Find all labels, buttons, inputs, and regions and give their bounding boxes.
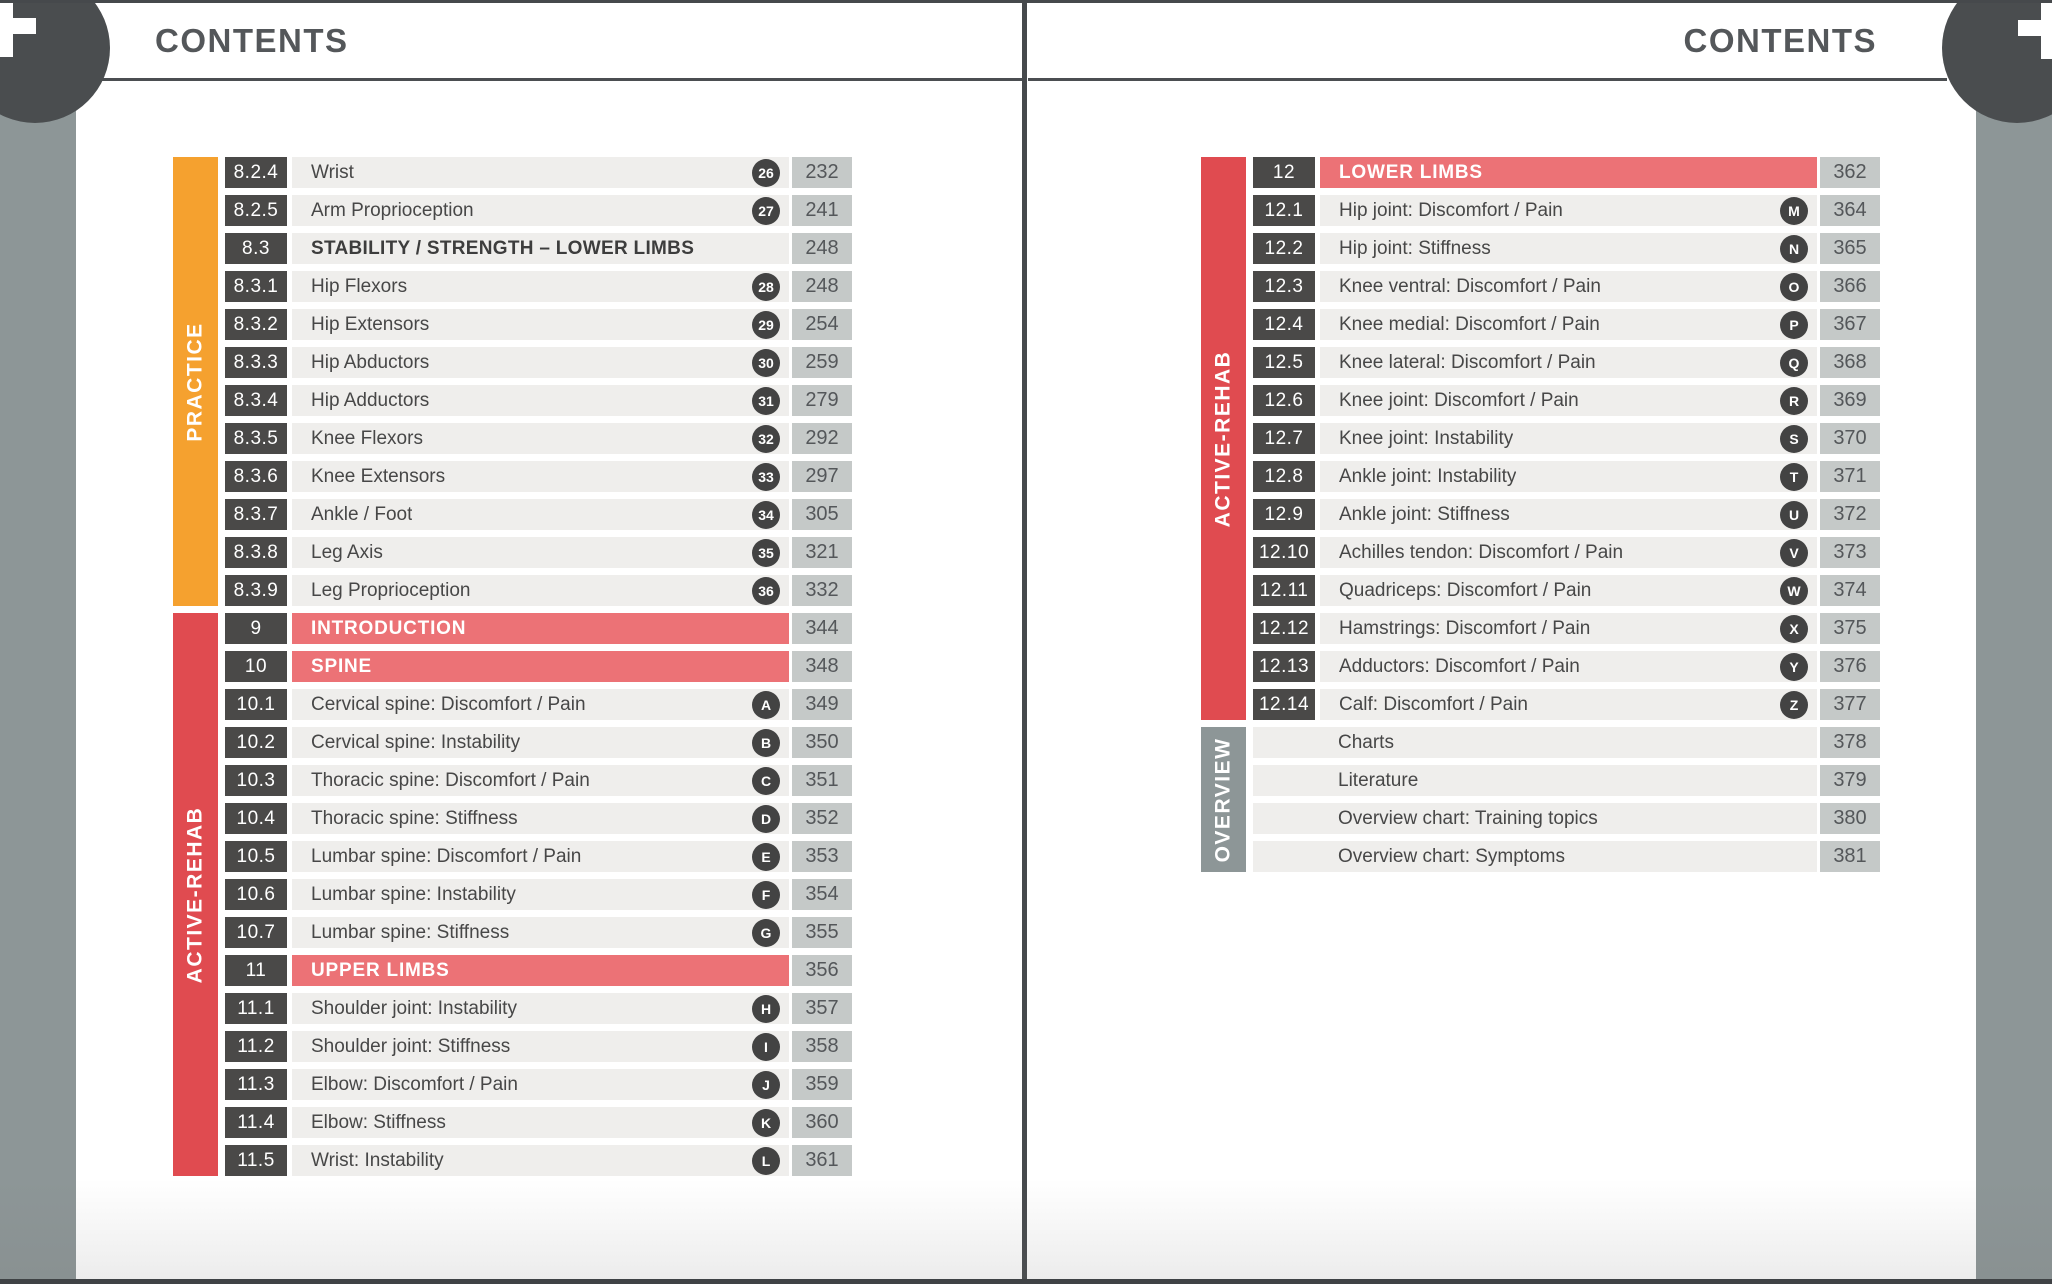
entry-title: Hip Extensors	[311, 313, 430, 335]
page-number: 372	[1820, 499, 1880, 530]
left-page-edge-strip	[0, 0, 76, 1279]
entry-bar	[292, 461, 789, 492]
top-edge-bar	[0, 0, 2052, 3]
entry-bar	[292, 385, 789, 416]
entry-title: Knee Flexors	[311, 427, 423, 449]
right-page	[1028, 0, 2052, 1284]
entry-title: Hip joint: Discomfort / Pain	[1339, 199, 1563, 221]
toc-row[interactable]	[225, 727, 852, 758]
section-tab-label: ACTIVE-REHAB	[1211, 350, 1235, 527]
page-number: 379	[1820, 765, 1880, 796]
entry-title: Thoracic spine: Stiffness	[311, 807, 518, 829]
page-number: 305	[792, 499, 852, 530]
entry-bar	[1320, 157, 1817, 188]
page-number: 321	[792, 537, 852, 568]
toc-row[interactable]	[1253, 765, 1880, 796]
entry-bar	[1320, 499, 1817, 530]
toc-row[interactable]	[225, 879, 852, 910]
chapter-number: 8.2.5	[225, 195, 287, 226]
entry-title: Knee ventral: Discomfort / Pain	[1339, 275, 1601, 297]
entry-bar	[292, 1069, 789, 1100]
chapter-number: 11	[225, 955, 287, 986]
toc-row[interactable]	[225, 195, 852, 226]
corner-logo	[0, 0, 110, 123]
toc-row[interactable]	[1253, 309, 1880, 340]
chapter-number: 12.4	[1253, 309, 1315, 340]
page-spine-divider	[1022, 0, 1027, 1284]
toc-row[interactable]	[225, 1031, 852, 1062]
entry-bar	[292, 271, 789, 302]
entry-bar	[292, 575, 789, 606]
entry-title: LOWER LIMBS	[1339, 161, 1483, 183]
page-number: 254	[792, 309, 852, 340]
section-tab-label: OVERVIEW	[1211, 737, 1235, 862]
entry-bar	[1320, 651, 1817, 682]
toc-row[interactable]	[1253, 157, 1880, 188]
corner-logo	[1942, 0, 2052, 123]
entry-title: Calf: Discomfort / Pain	[1339, 693, 1528, 715]
entry-title: Hip Flexors	[311, 275, 408, 297]
exercise-badge: W	[1780, 577, 1808, 605]
entry-title: INTRODUCTION	[311, 617, 467, 639]
page-number: 371	[1820, 461, 1880, 492]
chapter-number: 12.9	[1253, 499, 1315, 530]
toc-row[interactable]	[225, 651, 852, 682]
entry-bar	[292, 727, 789, 758]
entry-bar	[1320, 537, 1817, 568]
section-tab-label: ACTIVE-REHAB	[183, 806, 207, 983]
toc-row[interactable]	[225, 461, 852, 492]
entry-bar	[292, 499, 789, 530]
chapter-number: 10.4	[225, 803, 287, 834]
entry-title: UPPER LIMBS	[311, 959, 450, 981]
toc-list	[1253, 157, 1880, 879]
entry-title: Hip Abductors	[311, 351, 430, 373]
page-number: 368	[1820, 347, 1880, 378]
toc-row[interactable]	[225, 157, 852, 188]
exercise-badge: 26	[752, 159, 780, 187]
chapter-number: 12.5	[1253, 347, 1315, 378]
entry-bar	[292, 195, 789, 226]
page-number: 356	[792, 955, 852, 986]
chapter-number: 8.3	[225, 233, 287, 264]
entry-title: Thoracic spine: Discomfort / Pain	[311, 769, 590, 791]
chapter-number: 10.3	[225, 765, 287, 796]
page-number: 377	[1820, 689, 1880, 720]
toc-row[interactable]	[225, 841, 852, 872]
toc-row[interactable]	[225, 385, 852, 416]
entry-bar	[292, 879, 789, 910]
entry-bar	[292, 1107, 789, 1138]
entry-bar	[1320, 575, 1817, 606]
page-number: 361	[792, 1145, 852, 1176]
toc-row[interactable]	[1253, 271, 1880, 302]
page-number: 241	[792, 195, 852, 226]
exercise-badge: 36	[752, 577, 780, 605]
page-number: 357	[792, 993, 852, 1024]
chapter-number: 8.3.7	[225, 499, 287, 530]
exercise-badge: R	[1780, 387, 1808, 415]
toc-row[interactable]	[225, 347, 852, 378]
entry-title: Wrist: Instability	[311, 1149, 444, 1171]
chapter-number: 11.1	[225, 993, 287, 1024]
chapter-number: 8.3.9	[225, 575, 287, 606]
entry-bar	[292, 347, 789, 378]
entry-bar	[292, 233, 789, 264]
page-number: 349	[792, 689, 852, 720]
entry-bar	[1320, 271, 1817, 302]
exercise-badge: 31	[752, 387, 780, 415]
header-rule	[1028, 78, 1947, 81]
chapter-number: 10.1	[225, 689, 287, 720]
page-number: 355	[792, 917, 852, 948]
toc-row[interactable]	[1253, 461, 1880, 492]
exercise-badge: I	[752, 1033, 780, 1061]
toc-row[interactable]	[1253, 233, 1880, 264]
page-number: 332	[792, 575, 852, 606]
toc-row[interactable]	[225, 993, 852, 1024]
entry-bar	[1320, 385, 1817, 416]
entry-title: Hamstrings: Discomfort / Pain	[1339, 617, 1591, 639]
toc-row[interactable]	[225, 1069, 852, 1100]
page-number: 344	[792, 613, 852, 644]
entry-bar	[292, 955, 789, 986]
entry-title: Adductors: Discomfort / Pain	[1339, 655, 1580, 677]
entry-bar	[1320, 309, 1817, 340]
entry-title: Ankle joint: Instability	[1339, 465, 1517, 487]
page-number: 373	[1820, 537, 1880, 568]
entry-bar	[1320, 233, 1817, 264]
chapter-number: 12.8	[1253, 461, 1315, 492]
exercise-badge: V	[1780, 539, 1808, 567]
toc-row[interactable]	[1253, 613, 1880, 644]
left-page	[0, 0, 1024, 1284]
entry-title: Charts	[1338, 731, 1394, 753]
exercise-badge: Z	[1780, 691, 1808, 719]
header-rule	[92, 78, 1024, 81]
toc-row[interactable]	[225, 423, 852, 454]
chapter-number: 8.3.6	[225, 461, 287, 492]
exercise-badge: U	[1780, 501, 1808, 529]
chapter-number: 11.3	[225, 1069, 287, 1100]
entry-bar	[292, 1145, 789, 1176]
page-number: 348	[792, 651, 852, 682]
toc-row[interactable]	[225, 917, 852, 948]
exercise-badge: K	[752, 1109, 780, 1137]
page-number: 370	[1820, 423, 1880, 454]
entry-bar	[1253, 765, 1817, 796]
toc-row[interactable]	[1253, 803, 1880, 834]
entry-title: Literature	[1338, 769, 1419, 791]
toc-row[interactable]	[225, 1107, 852, 1138]
page-number: 279	[792, 385, 852, 416]
exercise-badge: A	[752, 691, 780, 719]
toc-row[interactable]	[225, 575, 852, 606]
entry-title: Leg Proprioception	[311, 579, 471, 601]
exercise-badge: T	[1780, 463, 1808, 491]
toc-row[interactable]	[1253, 423, 1880, 454]
chapter-number: 12.14	[1253, 689, 1315, 720]
exercise-badge: 28	[752, 273, 780, 301]
bottom-edge-bar	[0, 1279, 2052, 1284]
chapter-number: 12.13	[1253, 651, 1315, 682]
page-number: 353	[792, 841, 852, 872]
entry-bar	[292, 613, 789, 644]
entry-title: Cervical spine: Discomfort / Pain	[311, 693, 586, 715]
chapter-number: 12.3	[1253, 271, 1315, 302]
entry-title: SPINE	[311, 655, 373, 677]
exercise-badge: C	[752, 767, 780, 795]
chapter-number: 12.12	[1253, 613, 1315, 644]
page-number: 378	[1820, 727, 1880, 758]
page-title: CONTENTS	[155, 22, 349, 59]
toc-row[interactable]	[225, 537, 852, 568]
entry-title: Shoulder joint: Stiffness	[311, 1035, 511, 1057]
toc-row[interactable]	[1253, 499, 1880, 530]
chapter-number: 10.5	[225, 841, 287, 872]
exercise-badge: 27	[752, 197, 780, 225]
toc-row[interactable]	[1253, 537, 1880, 568]
chapter-number: 8.3.5	[225, 423, 287, 454]
page-number: 297	[792, 461, 852, 492]
entry-bar	[1320, 689, 1817, 720]
page-number: 232	[792, 157, 852, 188]
entry-title: Knee joint: Instability	[1339, 427, 1514, 449]
right-page-edge-strip	[1976, 0, 2052, 1279]
entry-bar	[292, 689, 789, 720]
section-tab-active-rehab	[1201, 157, 1246, 720]
page-number: 380	[1820, 803, 1880, 834]
entry-bar	[1253, 841, 1817, 872]
entry-title: Shoulder joint: Instability	[311, 997, 517, 1019]
chapter-number: 10.7	[225, 917, 287, 948]
toc-list	[225, 157, 852, 1183]
page-number: 376	[1820, 651, 1880, 682]
toc-row[interactable]	[225, 613, 852, 644]
exercise-badge: Y	[1780, 653, 1808, 681]
page-number: 364	[1820, 195, 1880, 226]
toc-row[interactable]	[225, 499, 852, 530]
page-number: 365	[1820, 233, 1880, 264]
page-number: 359	[792, 1069, 852, 1100]
exercise-badge: G	[752, 919, 780, 947]
chapter-number: 8.3.3	[225, 347, 287, 378]
toc-row[interactable]	[225, 765, 852, 796]
page-number: 366	[1820, 271, 1880, 302]
page-number: 367	[1820, 309, 1880, 340]
entry-title: Hip Adductors	[311, 389, 430, 411]
page-number: 248	[792, 271, 852, 302]
toc-row[interactable]	[225, 803, 852, 834]
page-title: CONTENTS	[1683, 22, 1877, 59]
entry-title: Hip joint: Stiffness	[1339, 237, 1491, 259]
chapter-number: 8.3.2	[225, 309, 287, 340]
entry-title: Knee joint: Discomfort / Pain	[1339, 389, 1579, 411]
entry-title: Knee Extensors	[311, 465, 446, 487]
page-number: 362	[1820, 157, 1880, 188]
exercise-badge: J	[752, 1071, 780, 1099]
exercise-badge: O	[1780, 273, 1808, 301]
entry-bar	[292, 993, 789, 1024]
chapter-number: 12.7	[1253, 423, 1315, 454]
chapter-number: 8.3.1	[225, 271, 287, 302]
chapter-number: 12.1	[1253, 195, 1315, 226]
chapter-number: 12.11	[1253, 575, 1315, 606]
toc-row[interactable]	[1253, 575, 1880, 606]
entry-title: Leg Axis	[311, 541, 383, 563]
plus-icon	[0, 0, 36, 57]
page-number: 350	[792, 727, 852, 758]
page-number: 360	[792, 1107, 852, 1138]
page-number: 248	[792, 233, 852, 264]
page-number: 259	[792, 347, 852, 378]
entry-bar	[292, 1031, 789, 1062]
chapter-number: 8.3.4	[225, 385, 287, 416]
toc-row[interactable]	[225, 1145, 852, 1176]
section-tab-active-rehab	[173, 613, 218, 1176]
chapter-number: 11.5	[225, 1145, 287, 1176]
exercise-badge: D	[752, 805, 780, 833]
exercise-badge: 35	[752, 539, 780, 567]
exercise-badge: 33	[752, 463, 780, 491]
exercise-badge: 30	[752, 349, 780, 377]
entry-title: Lumbar spine: Discomfort / Pain	[311, 845, 582, 867]
toc-row[interactable]	[225, 309, 852, 340]
entry-title: Overview chart: Symptoms	[1338, 845, 1565, 867]
chapter-number: 10.6	[225, 879, 287, 910]
exercise-badge: S	[1780, 425, 1808, 453]
page-number: 351	[792, 765, 852, 796]
chapter-number: 11.2	[225, 1031, 287, 1062]
toc-row[interactable]	[225, 689, 852, 720]
exercise-badge: 34	[752, 501, 780, 529]
chapter-number: 8.3.8	[225, 537, 287, 568]
entry-bar	[1320, 461, 1817, 492]
toc-row[interactable]	[225, 271, 852, 302]
toc-row[interactable]	[1253, 195, 1880, 226]
entry-bar	[292, 841, 789, 872]
entry-title: Cervical spine: Instability	[311, 731, 521, 753]
chapter-number: 12.6	[1253, 385, 1315, 416]
chapter-number: 8.2.4	[225, 157, 287, 188]
plus-icon	[2018, 0, 2052, 59]
entry-title: Wrist	[311, 161, 354, 183]
entry-title: Ankle / Foot	[311, 503, 413, 525]
entry-bar	[1253, 803, 1817, 834]
section-tab-overview	[1201, 727, 1246, 872]
entry-bar	[1253, 727, 1817, 758]
toc-row[interactable]	[1253, 347, 1880, 378]
chapter-number: 9	[225, 613, 287, 644]
toc-row[interactable]	[1253, 651, 1880, 682]
entry-title: Knee medial: Discomfort / Pain	[1339, 313, 1600, 335]
chapter-number: 10.2	[225, 727, 287, 758]
chapter-number: 12.2	[1253, 233, 1315, 264]
entry-title: Overview chart: Training topics	[1338, 807, 1598, 829]
entry-bar	[292, 309, 789, 340]
entry-title: Elbow: Discomfort / Pain	[311, 1073, 518, 1095]
chapter-number: 11.4	[225, 1107, 287, 1138]
exercise-badge: X	[1780, 615, 1808, 643]
page-number: 381	[1820, 841, 1880, 872]
chapter-number: 12	[1253, 157, 1315, 188]
entry-bar	[1320, 613, 1817, 644]
exercise-badge: H	[752, 995, 780, 1023]
page-number: 369	[1820, 385, 1880, 416]
entry-bar	[292, 651, 789, 682]
toc-row[interactable]	[225, 955, 852, 986]
page-number: 292	[792, 423, 852, 454]
exercise-badge: 29	[752, 311, 780, 339]
exercise-badge: Q	[1780, 349, 1808, 377]
entry-title: Ankle joint: Stiffness	[1339, 503, 1510, 525]
chapter-number: 12.10	[1253, 537, 1315, 568]
exercise-badge: F	[752, 881, 780, 909]
toc-row[interactable]	[1253, 385, 1880, 416]
section-tab-practice	[173, 157, 218, 606]
exercise-badge: E	[752, 843, 780, 871]
exercise-badge: L	[752, 1147, 780, 1175]
entry-title: Knee lateral: Discomfort / Pain	[1339, 351, 1596, 373]
toc-row[interactable]	[225, 233, 852, 264]
entry-bar	[292, 765, 789, 796]
entry-bar	[1320, 195, 1817, 226]
entry-title: STABILITY / STRENGTH – LOWER LIMBS	[311, 237, 695, 259]
entry-title: Achilles tendon: Discomfort / Pain	[1339, 541, 1624, 563]
page-number: 375	[1820, 613, 1880, 644]
page-number: 358	[792, 1031, 852, 1062]
exercise-badge: P	[1780, 311, 1808, 339]
page-number: 374	[1820, 575, 1880, 606]
entry-title: Arm Proprioception	[311, 199, 474, 221]
page-number: 354	[792, 879, 852, 910]
entry-title: Elbow: Stiffness	[311, 1111, 446, 1133]
entry-bar	[292, 423, 789, 454]
entry-bar	[292, 537, 789, 568]
page-number: 352	[792, 803, 852, 834]
toc-row[interactable]	[1253, 727, 1880, 758]
section-tab-label: PRACTICE	[183, 321, 207, 442]
entry-bar	[292, 917, 789, 948]
entry-title: Lumbar spine: Stiffness	[311, 921, 510, 943]
exercise-badge: 32	[752, 425, 780, 453]
entry-bar	[1320, 423, 1817, 454]
exercise-badge: M	[1780, 197, 1808, 225]
toc-row[interactable]	[1253, 689, 1880, 720]
entry-bar	[292, 157, 789, 188]
exercise-badge: N	[1780, 235, 1808, 263]
entry-title: Quadriceps: Discomfort / Pain	[1339, 579, 1592, 601]
entry-bar	[1320, 347, 1817, 378]
chapter-number: 10	[225, 651, 287, 682]
exercise-badge: B	[752, 729, 780, 757]
entry-bar	[292, 803, 789, 834]
toc-row[interactable]	[1253, 841, 1880, 872]
entry-title: Lumbar spine: Instability	[311, 883, 516, 905]
